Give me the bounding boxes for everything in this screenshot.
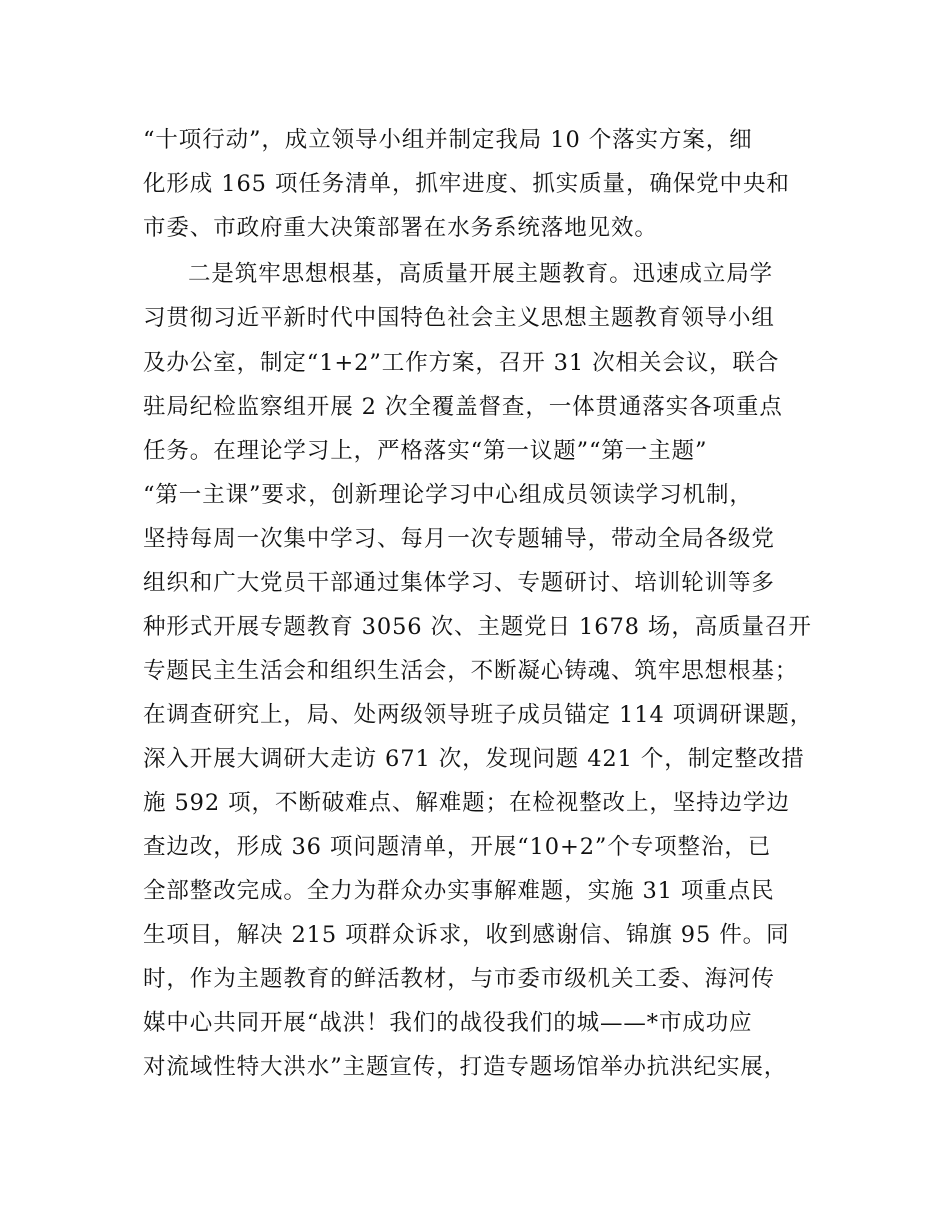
paragraph-1-line-3: 市委、市政府重大决策部署在水务系统落地见效。 xyxy=(143,215,658,241)
paragraph-2-line-9: 种形式开展专题教育 3056 次、主题党日 1678 场，高质量召开 xyxy=(143,614,812,640)
paragraph-2-line-5: 任务。在理论学习上，严格落实“第一议题”“第一主题” xyxy=(143,438,708,464)
paragraph-2-line-18: 媒中心共同开展“战洪！我们的战役我们的城——*市成功应 xyxy=(143,1010,753,1036)
paragraph-2-line-12: 深入开展大调研大走访 671 次，发现问题 421 个，制定整改措 xyxy=(143,746,805,772)
paragraph-2-line-3: 及办公室，制定“1+2”工作方案，召开 31 次相关会议，联合 xyxy=(143,350,780,376)
paragraph-1-line-2: 化形成 165 项任务清单，抓牢进度、抓实质量，确保党中央和 xyxy=(143,171,790,197)
paragraph-2-line-15: 全部整改完成。全力为群众办实事解难题，实施 31 项重点民 xyxy=(143,878,775,904)
paragraph-2-line-4: 驻局纪检监察组开展 2 次全覆盖督查，一体贯通落实各项重点 xyxy=(143,394,783,420)
paragraph-2-line-11: 在调查研究上，局、处两级领导班子成员锚定 114 项调研课题， xyxy=(143,702,814,728)
paragraph-2-line-19: 对流域性特大洪水”主题宣传，打造专题场馆举办抗洪纪实展， xyxy=(143,1054,788,1080)
paragraph-2-line-6: “第一主课”要求，创新理论学习中心组成员领读学习机制， xyxy=(143,482,753,508)
paragraph-2-line-16: 生项目，解决 215 项群众诉求，收到感谢信、锦旗 95 件。同 xyxy=(143,922,790,948)
paragraph-2-line-13: 施 592 项，不断破难点、解难题；在检视整改上，坚持边学边 xyxy=(143,790,790,816)
paragraph-1-line-1: “十项行动”，成立领导小组并制定我局 10 个落实方案，细 xyxy=(143,127,753,153)
paragraph-2-line-17: 时，作为主题教育的鲜活教材，与市委市级机关工委、海河传 xyxy=(143,966,775,992)
paragraph-2-line-10: 专题民主生活会和组织生活会，不断凝心铸魂、筑牢思想根基； xyxy=(143,658,799,684)
paragraph-2-line-1: 二是筑牢思想根基，高质量开展主题教育。迅速成立局学 xyxy=(188,261,774,287)
paragraph-2-line-7: 坚持每周一次集中学习、每月一次专题辅导，带动全局各级党 xyxy=(143,526,775,552)
paragraph-2-line-8: 组织和广大党员干部通过集体学习、专题研讨、培训轮训等多 xyxy=(143,570,775,596)
paragraph-2-line-2: 习贯彻习近平新时代中国特色社会主义思想主题教育领导小组 xyxy=(143,305,775,331)
paragraph-2-line-14: 查边改，形成 36 项问题清单，开展“10+2”个专项整治，已 xyxy=(143,834,772,860)
